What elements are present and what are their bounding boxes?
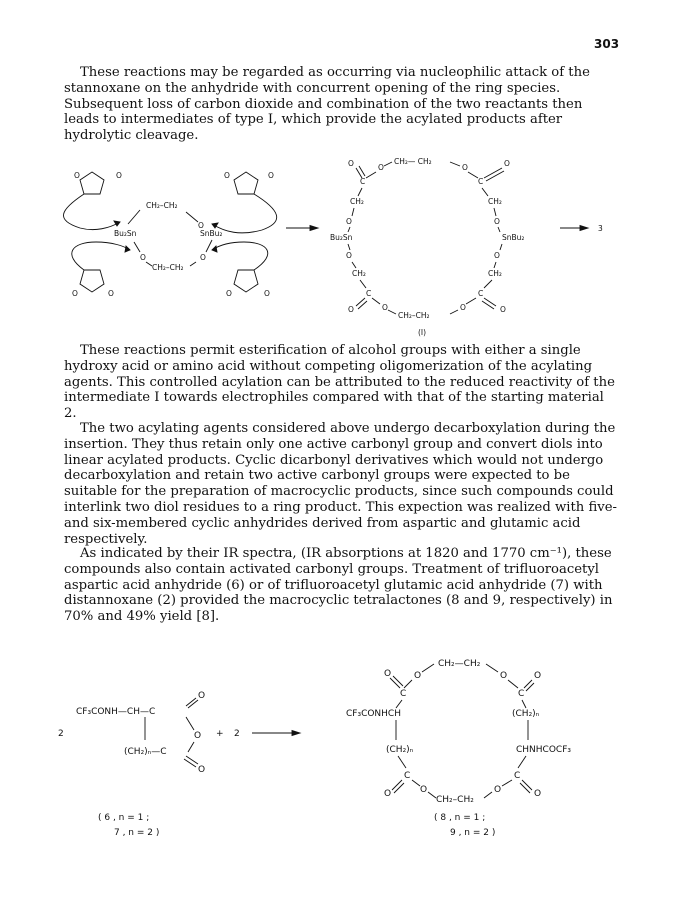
- atom-o: O: [198, 765, 206, 775]
- atom-o: O: [500, 671, 508, 681]
- ring-ch2n: (CH₂)ₙ: [512, 709, 540, 719]
- atom-o: O: [494, 217, 500, 226]
- atom-o: O: [494, 251, 500, 260]
- atom-o: O: [198, 691, 206, 701]
- carbon: C: [514, 771, 521, 781]
- paragraph-4: As indicated by their IR spectra, (IR absorptions at 1820 and 1770 cm⁻¹), these compounds also contain activated carbonyl groups. Treatment of trifluoroacetyl aspartic acid anhydride (6) or of trifluoroacetyl glutamic acid anhydride (7) with distannoxane (2) provided the macrocyclic tetralactones (8 and 9, respectively) in 70% and 49% yield [8].: [64, 546, 613, 625]
- reaction-scheme-2: [0, 640, 676, 840]
- atom-o: O: [226, 289, 232, 298]
- coefficient: 2: [58, 729, 64, 739]
- ring-sn-left: Bu₂Sn: [330, 233, 353, 242]
- atom-o: O: [500, 305, 506, 314]
- atom-o: O: [200, 253, 206, 262]
- compound-label-7: 7 , n = 2 ): [114, 828, 160, 838]
- ring-sn-right: SnBu₂: [502, 233, 525, 242]
- ring-ch2: CH₂: [488, 197, 502, 206]
- atom-o: O: [414, 671, 422, 681]
- atom-o: O: [534, 789, 542, 799]
- atom-o: O: [346, 217, 352, 226]
- atom-o: O: [534, 671, 542, 681]
- atom-o: O: [140, 253, 146, 262]
- intermediate-label: (I): [418, 328, 427, 337]
- compound-label-8: ( 8 , n = 1 ;: [434, 813, 486, 823]
- paragraph-1: These reactions may be regarded as occurring via nucleophilic attack of the stannoxane on the anhydride with concurrent opening of the ring species. Subsequent loss of carbon dioxide and combination of the two reactants then leads to intermediates of type I, which provide the acylated products after hydrolytic cleavage.: [64, 65, 590, 144]
- compound-label-6: ( 6 , n = 1 ;: [98, 813, 150, 823]
- anhydride-ring-top-left: [63, 171, 122, 230]
- product-ref: 3: [598, 224, 603, 233]
- carbon: C: [478, 289, 484, 298]
- macrocyclic-tetralactone: [346, 659, 571, 805]
- carbon: C: [400, 689, 407, 699]
- atom-o: O: [462, 163, 468, 172]
- atom-o: O: [460, 303, 466, 312]
- atom-o: O: [348, 305, 354, 314]
- anhydride-substituent: CF₃CONH—CH—C: [76, 707, 156, 717]
- atom-o: O: [268, 171, 274, 180]
- atom-o: O: [494, 785, 502, 795]
- ring-ch2n: (CH₂)ₙ: [386, 745, 414, 755]
- carbon: C: [360, 177, 366, 186]
- atom-o: O: [72, 289, 78, 298]
- anhydride-chain: (CH₂)ₙ—C: [124, 747, 167, 757]
- macrocycle-intermediate: [330, 157, 524, 320]
- atom-o: O: [420, 785, 428, 795]
- ring-right-substituent: CHNHCOCF₃: [516, 745, 571, 755]
- atom-o: O: [194, 731, 202, 741]
- atom-o: O: [198, 221, 204, 230]
- atom-o: O: [224, 171, 230, 180]
- reaction-scheme-1: [0, 150, 676, 340]
- anhydride-6-7: [76, 691, 205, 775]
- compound-label-9: 9 , n = 2 ): [450, 828, 496, 838]
- anhydride-ring-bottom-right: [212, 242, 270, 298]
- sn-left: Bu₂Sn: [114, 229, 137, 238]
- atom-o: O: [382, 303, 388, 312]
- atom-o: O: [346, 251, 352, 260]
- atom-o: O: [348, 159, 354, 168]
- carbon: C: [478, 177, 484, 186]
- atom-o: O: [116, 171, 122, 180]
- page-number: 303: [594, 37, 620, 51]
- ring-top-chain: CH₂— CH₂: [394, 157, 432, 166]
- chain-ch2-ch2-bottom: CH₂–CH₂: [152, 263, 184, 272]
- carbon: C: [404, 771, 411, 781]
- coefficient: 2: [234, 729, 240, 739]
- atom-o: O: [384, 789, 392, 799]
- carbon: C: [366, 289, 372, 298]
- ring-bottom-chain: CH₂–CH₂: [398, 311, 430, 320]
- atom-o: O: [74, 171, 80, 180]
- carbon: C: [518, 689, 525, 699]
- sn-right: SnBu₂: [200, 229, 223, 238]
- ring-left-substituent: CF₃CONHCH: [346, 709, 401, 719]
- ring-top-chain: CH₂—CH₂: [438, 659, 481, 669]
- ring-ch2: CH₂: [352, 269, 366, 278]
- atom-o: O: [384, 669, 392, 679]
- anhydride-ring-top-right: [212, 171, 277, 233]
- atom-o: O: [264, 289, 270, 298]
- ring-ch2: CH₂: [488, 269, 502, 278]
- atom-o: O: [108, 289, 114, 298]
- ring-ch2: CH₂: [350, 197, 364, 206]
- plus-sign: +: [216, 729, 224, 739]
- paragraph-2: These reactions permit esterification of alcohol groups with either a single hydroxy acid or amino acid without competing oligomerization of the acylating agents. This controlled acylation can be attributed to the reduced reactivity of the intermediate I towards electrophiles compared with that of the starting material 2.: [64, 343, 615, 422]
- atom-o: O: [378, 163, 384, 172]
- atom-o: O: [504, 159, 510, 168]
- chain-ch2-ch2-top: CH₂–CH₂: [146, 201, 178, 210]
- anhydride-ring-bottom-left: [72, 242, 130, 298]
- ring-bottom-chain: CH₂–CH₂: [436, 795, 474, 805]
- paragraph-3: The two acylating agents considered above undergo decarboxylation during the insertion. They thus retain only one active carbonyl group and convert diols into linear acylated products. Cyclic dicarbonyl derivatives which would not undergo decarboxylation and retain two active carbonyl groups were expected to be suitable for the preparation of macrocyclic products, since such compounds could interlink two diol residues to a ring product. This expection was realized with five- and six-membered cyclic anhydrides derived from aspartic and glutamic acid respectively.: [64, 421, 617, 547]
